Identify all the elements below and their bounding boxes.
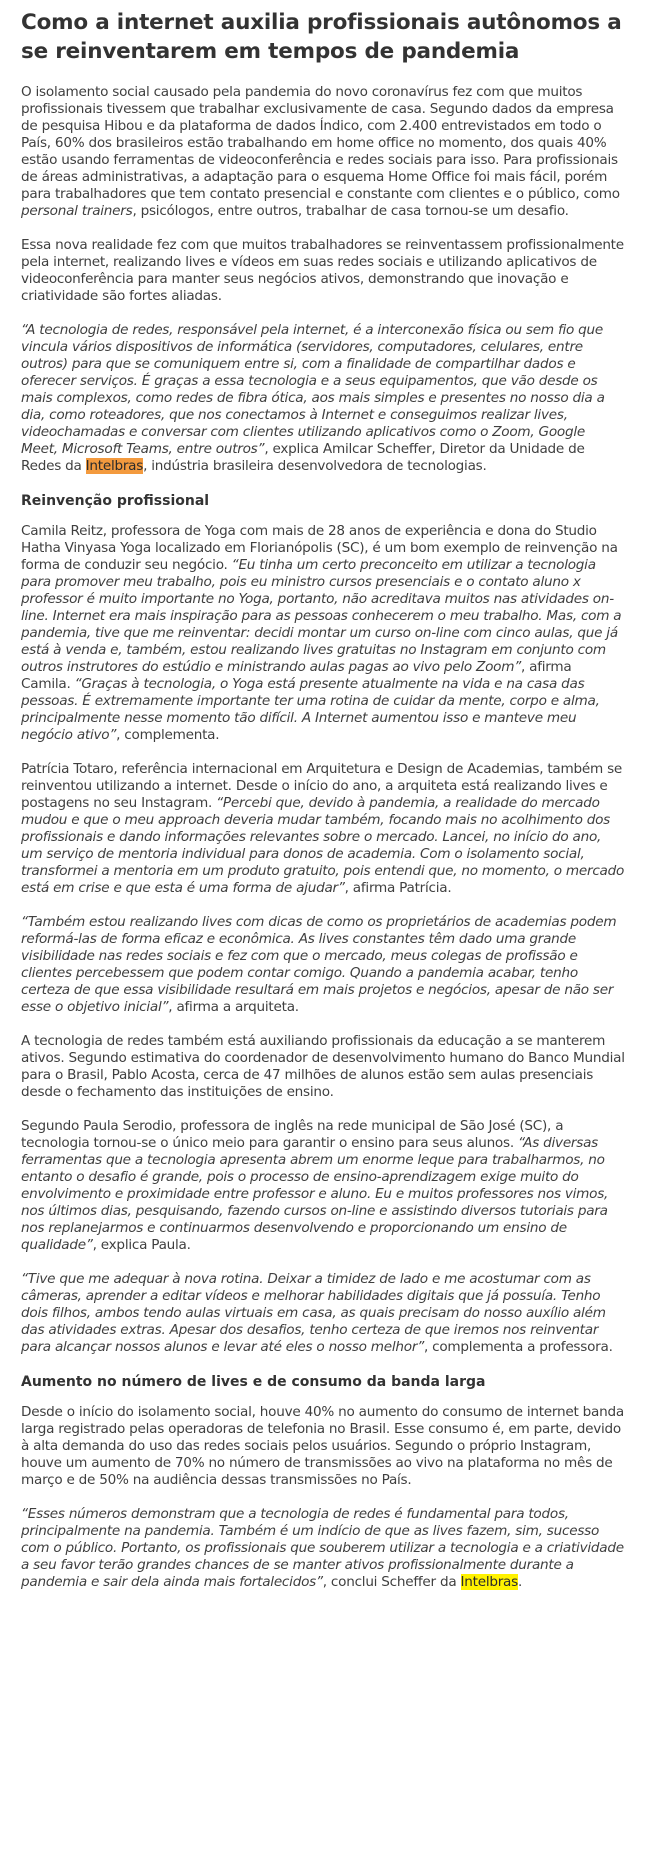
brand-highlight: Intelbras xyxy=(85,458,144,474)
paragraph-camila xyxy=(21,523,625,744)
paragraph-patricia-quote xyxy=(21,914,625,1016)
text: , afirma a arquiteta. xyxy=(168,999,299,1015)
text: Camila Reitz, professora de Yoga com mais de 28 anos de experiência e dona do Studio Hatha Vinyasa Yoga localizado em Florianópolis (SC), é um bom exemplo de reinvenção na forma de conduzir seu negócio. xyxy=(21,523,618,573)
text: , complementa a professora. xyxy=(424,1339,613,1355)
emphasis: personal trainers xyxy=(21,203,133,219)
section-heading-reinvencao: Reinvenção profissional xyxy=(21,493,210,509)
section-heading-banda-larga: Aumento no número de lives e de consumo da banda larga xyxy=(21,1374,486,1390)
paragraph-intro xyxy=(21,84,625,220)
paragraph-education: A tecnologia de redes também está auxiliando profissionais da educação a se manterem ativos. Segundo estimativa do coordenador de desenvolvimento humano do Banco Mundial para o Brasil, Pablo Acosta, cerca de 47 milhões de alunos estão sem aulas presenciais desde o fechamento das instituições de ensino. xyxy=(21,1033,625,1100)
paragraph-paula xyxy=(21,1118,625,1254)
quote: “Percebi que, devido à pandemia, a realidade do mercado mudou e que o meu approach deveria mudar também, focando mais no acolhimento dos profissionais e dando informações relevantes sobre o mercado. Lancei, no início do ano, um serviço de mentoria individual para donos de academia. Com o isolamento social, transformei a mentoria em um produto gratuito, pois entendi que, no momento, o mercado está em crise e que esta é uma forma de ajudar” xyxy=(21,795,625,896)
quote: “Também estou realizando lives com dicas de como os proprietários de academias podem reformá-las de forma eficaz e econômica. As lives constantes têm dado uma grande visibilidade nas redes sociais e fez com que o mercado, meus colegas de profissão e clientes percebessem que podem contar comigo. Quando a pandemia acabar, tenho certeza de que essa visibilidade resultará em mais projetos e negócios, apesar de não ser esse o objetivo inicial” xyxy=(21,914,617,1015)
article-title: Como a internet auxilia profissionais autônomos a se reinventarem em tempos de pandemia xyxy=(21,10,622,64)
text: , complementa. xyxy=(116,727,220,743)
text: , explica Amilcar Scheffer, Diretor da Unidade de Redes da xyxy=(21,441,585,474)
quote: “A tecnologia de redes, responsável pela internet, é a interconexão física ou sem fio que vincula vários dispositivos de informática (servidores, computadores, celulares, entre outros) para que se comuniquem entre si, com a finalidade de compartilhar dados e oferecer serviços. É graças a essa tecnologia e a seus equipamentos, que vão desde os mais complexos, como redes de fibra ótica, aos mais simples e presentes no nosso dia a dia, como roteadores, que nos conectamos à Internet e conseguimos realizar lives, videochamadas e conversar com clientes utilizando aplicativos como o Zoom, Google Meet, Microsoft Teams, entre outros” xyxy=(21,322,605,457)
quote: “Graças à tecnologia, o Yoga está presente atualmente na vida e na casa das pessoas. É extremamente importante ter uma rotina de cuidar da mente, corpo e alma, principalmente nesse momento tão difícil. A Internet aumentou isso e manteve meu negócio ativo” xyxy=(21,676,600,743)
text: . xyxy=(517,1574,523,1590)
text: , afirma Camila. xyxy=(21,659,572,692)
text: , explica Paula. xyxy=(92,1237,191,1253)
text: Patrícia Totaro, referência internacional em Arquitetura e Design de Academias, também se reinventou utilizando a internet. Desde o início do ano, a arquiteta está realizando lives e postagens no seu Instagram. xyxy=(21,761,623,811)
text: Segundo Paula Serodio, professora de inglês na rede municipal de São José (SC), a tecnologia tornou-se o único meio para garantir o ensino para seus alunos. xyxy=(21,1118,564,1151)
text: O isolamento social causado pela pandemia do novo coronavírus fez com que muitos profissionais tivessem que trabalhar exclusivamente de casa. Segundo dados da empresa de pesquisa Hibou e da plataforma de dados Índico, com 2.400 entrevistados em todo o País, 60% dos brasileiros estão trabalhando em home office no momento, dos quais 40% estão usando ferramentas de videoconferência e redes sociais para isso. Para profissionais de áreas administrativas, a adaptação para o esquema Home Office foi mais fácil, porém para trabalhadores que tem contato presencial e constante com clientes e o público, como xyxy=(21,84,620,202)
quote: “Eu tinha um certo preconceito em utilizar a tecnologia para promover meu trabalho, pois eu ministro cursos presenciais e o contato aluno x professor é muito importante no Yoga, portanto, não acreditava muitos nas atividades on-line. Internet era mais inspiração para as pessoas conhecerem o meu trabalho. Mas, com a pandemia, tive que me reinventar: decidi montar um curso on-line com cinco aulas, que já está à venda e, também, estou realizando lives gratuitas no Instagram em conjunto com outros instrutores do estúdio e ministrando aulas pagas ao vivo pelo Zoom” xyxy=(21,557,622,675)
paragraph-conclusion xyxy=(21,1506,625,1591)
paragraph-reinvention: Essa nova realidade fez com que muitos trabalhadores se reinventassem profissionalmente pela internet, realizando lives e vídeos em suas redes sociais e utilizando aplicativos de videoconferência para manter seus negócios ativos, demonstrando que inovação e criatividade são fortes aliadas. xyxy=(21,237,624,304)
paragraph-broadband: Desde o início do isolamento social, houve 40% no aumento do consumo de internet banda larga registrado pelas operadoras de telefonia no Brasil. Esse consumo é, em parte, devido à alta demanda do uso das redes sociais pelos usuários. Segundo o próprio Instagram, houve um aumento de 70% no número de transmissões ao vivo na plataforma no mês de março e de 50% na audiência dessas transmissões no País. xyxy=(21,1404,624,1488)
quote: “As diversas ferramentas que a tecnologia apresenta abrem um enorme leque para trabalharmos, no entanto o desafio é grande, pois o processo de ensino-aprendizagem exige muito do envolvimento e proximidade entre professor e aluno. Eu e muitos professores nos vimos, nos últimos dias, pesquisando, fazendo cursos on-line e assistindo diversos tutoriais para nos replanejarmos e continuarmos desenvolvendo e proporcionando um ensino de qualidade” xyxy=(21,1135,609,1253)
text: , conclui Scheffer da xyxy=(322,1574,461,1590)
paragraph-paula-quote xyxy=(21,1271,625,1356)
paragraph-patricia xyxy=(21,761,625,897)
brand-highlight: Intelbras xyxy=(460,1574,518,1590)
text: , indústria brasileira desenvolvedora de tecnologias. xyxy=(143,458,487,474)
quote: “Esses números demonstram que a tecnologia de redes é fundamental para todos, principalmente na pandemia. Também é um indício de que as lives fazem, sim, sucesso com o público. Portanto, os profissionais que souberem utilizar a tecnologia e a criatividade a seu favor terão grandes chances de se manter ativos profissionalmente durante a pandemia e sair dela ainda mais fortalecidos” xyxy=(21,1506,624,1590)
quote: “Tive que me adequar à nova rotina. Deixar a timidez de lado e me acostumar com as câmeras, aprender a editar vídeos e melhorar habilidades digitais que já possuía. Tenho dois filhos, ambos tendo aulas virtuais em casa, as quais precisam do nosso auxílio além das atividades extras. Apesar dos desafios, tenho certeza de que iremos nos reinventar para alcançar nossos alunos e levar até eles o nosso melhor” xyxy=(21,1271,606,1355)
paragraph-quote-scheffer xyxy=(21,322,625,475)
text: , afirma Patrícia. xyxy=(344,880,452,896)
text: , psicólogos, entre outros, trabalhar de casa tornou-se um desafio. xyxy=(132,203,569,219)
